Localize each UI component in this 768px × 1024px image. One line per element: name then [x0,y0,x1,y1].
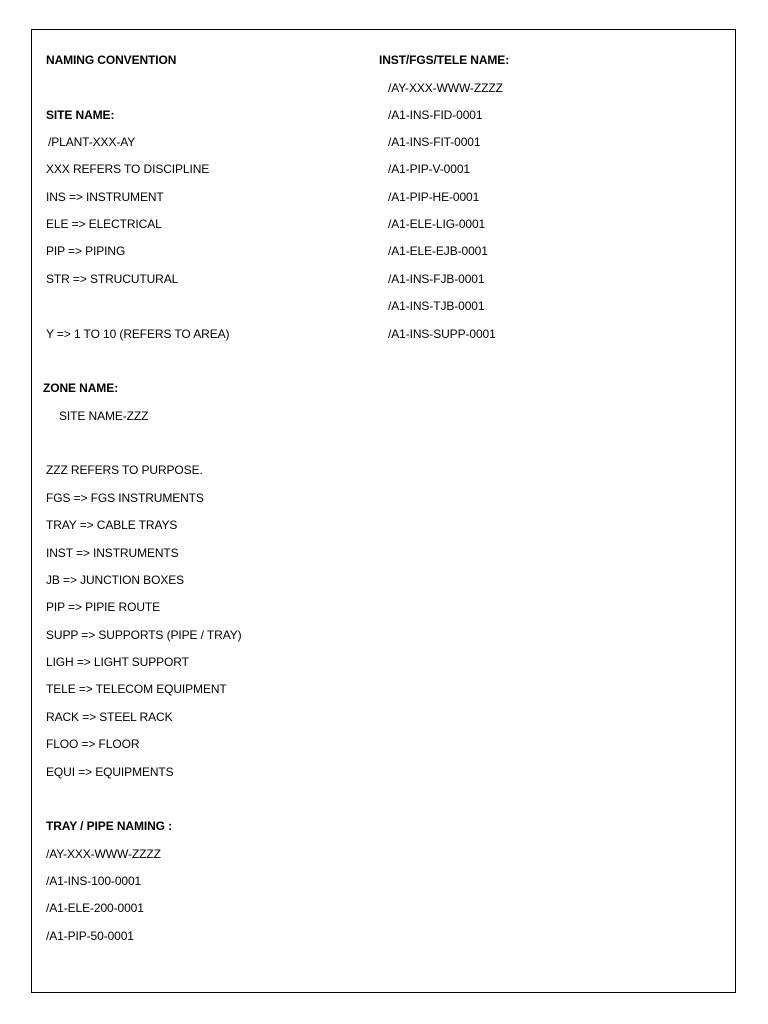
tray-pipe-item: /A1-ELE-200-0001 [46,901,144,915]
purpose-item: TRAY => CABLE TRAYS [46,518,178,532]
inst-name-item: /A1-ELE-LIG-0001 [388,217,486,231]
purpose-item: EQUI => EQUIPMENTS [46,765,174,779]
site-name-pattern: /PLANT-XXX-AY [48,135,136,149]
inst-name-item: /A1-INS-TJB-0001 [388,299,485,313]
inst-name-item: /A1-INS-FID-0001 [388,108,483,122]
purpose-item: RACK => STEEL RACK [46,710,173,724]
zone-name-pattern: SITE NAME-ZZZ [59,409,149,423]
discipline-item: ELE => ELECTRICAL [46,217,162,231]
zone-name-title: ZONE NAME: [43,381,118,395]
tray-pipe-item: /AY-XXX-WWW-ZZZZ [46,847,161,861]
site-name-title: SITE NAME: [46,108,115,122]
discipline-item: INS => INSTRUMENT [46,190,164,204]
purpose-item: SUPP => SUPPORTS (PIPE / TRAY) [46,628,242,642]
purpose-item: PIP => PIPIE ROUTE [46,600,161,614]
inst-name-item: /A1-INS-SUPP-0001 [388,327,496,341]
tray-pipe-item: /A1-INS-100-0001 [46,874,142,888]
inst-name-title: INST/FGS/TELE NAME: [379,53,510,67]
document-page [31,29,736,993]
inst-name-item: /A1-PIP-V-0001 [388,162,470,176]
inst-name-item: /A1-INS-FJB-0001 [388,272,485,286]
purpose-item: TELE => TELECOM EQUIPMENT [46,682,227,696]
tray-pipe-item: /A1-PIP-50-0001 [46,929,134,943]
doc-heading: NAMING CONVENTION [46,53,177,67]
inst-name-item: /A1-ELE-EJB-0001 [388,244,488,258]
purpose-item: JB => JUNCTION BOXES [46,573,185,587]
inst-name-item: /AY-XXX-WWW-ZZZZ [388,81,503,95]
area-note: Y => 1 TO 10 (REFERS TO AREA) [46,327,230,341]
purpose-item: INST => INSTRUMENTS [46,546,179,560]
tray-pipe-title: TRAY / PIPE NAMING : [46,819,173,833]
purpose-item: FGS => FGS INSTRUMENTS [46,491,204,505]
inst-name-item: /A1-INS-FIT-0001 [388,135,481,149]
purpose-item: LIGH => LIGHT SUPPORT [46,655,189,669]
purpose-intro: ZZZ REFERS TO PURPOSE. [46,463,203,477]
purpose-item: FLOO => FLOOR [46,737,140,751]
discipline-item: STR => STRUCUTURAL [46,272,179,286]
discipline-item: PIP => PIPING [46,244,126,258]
inst-name-item: /A1-PIP-HE-0001 [388,190,480,204]
discipline-intro: XXX REFERS TO DISCIPLINE [46,162,210,176]
